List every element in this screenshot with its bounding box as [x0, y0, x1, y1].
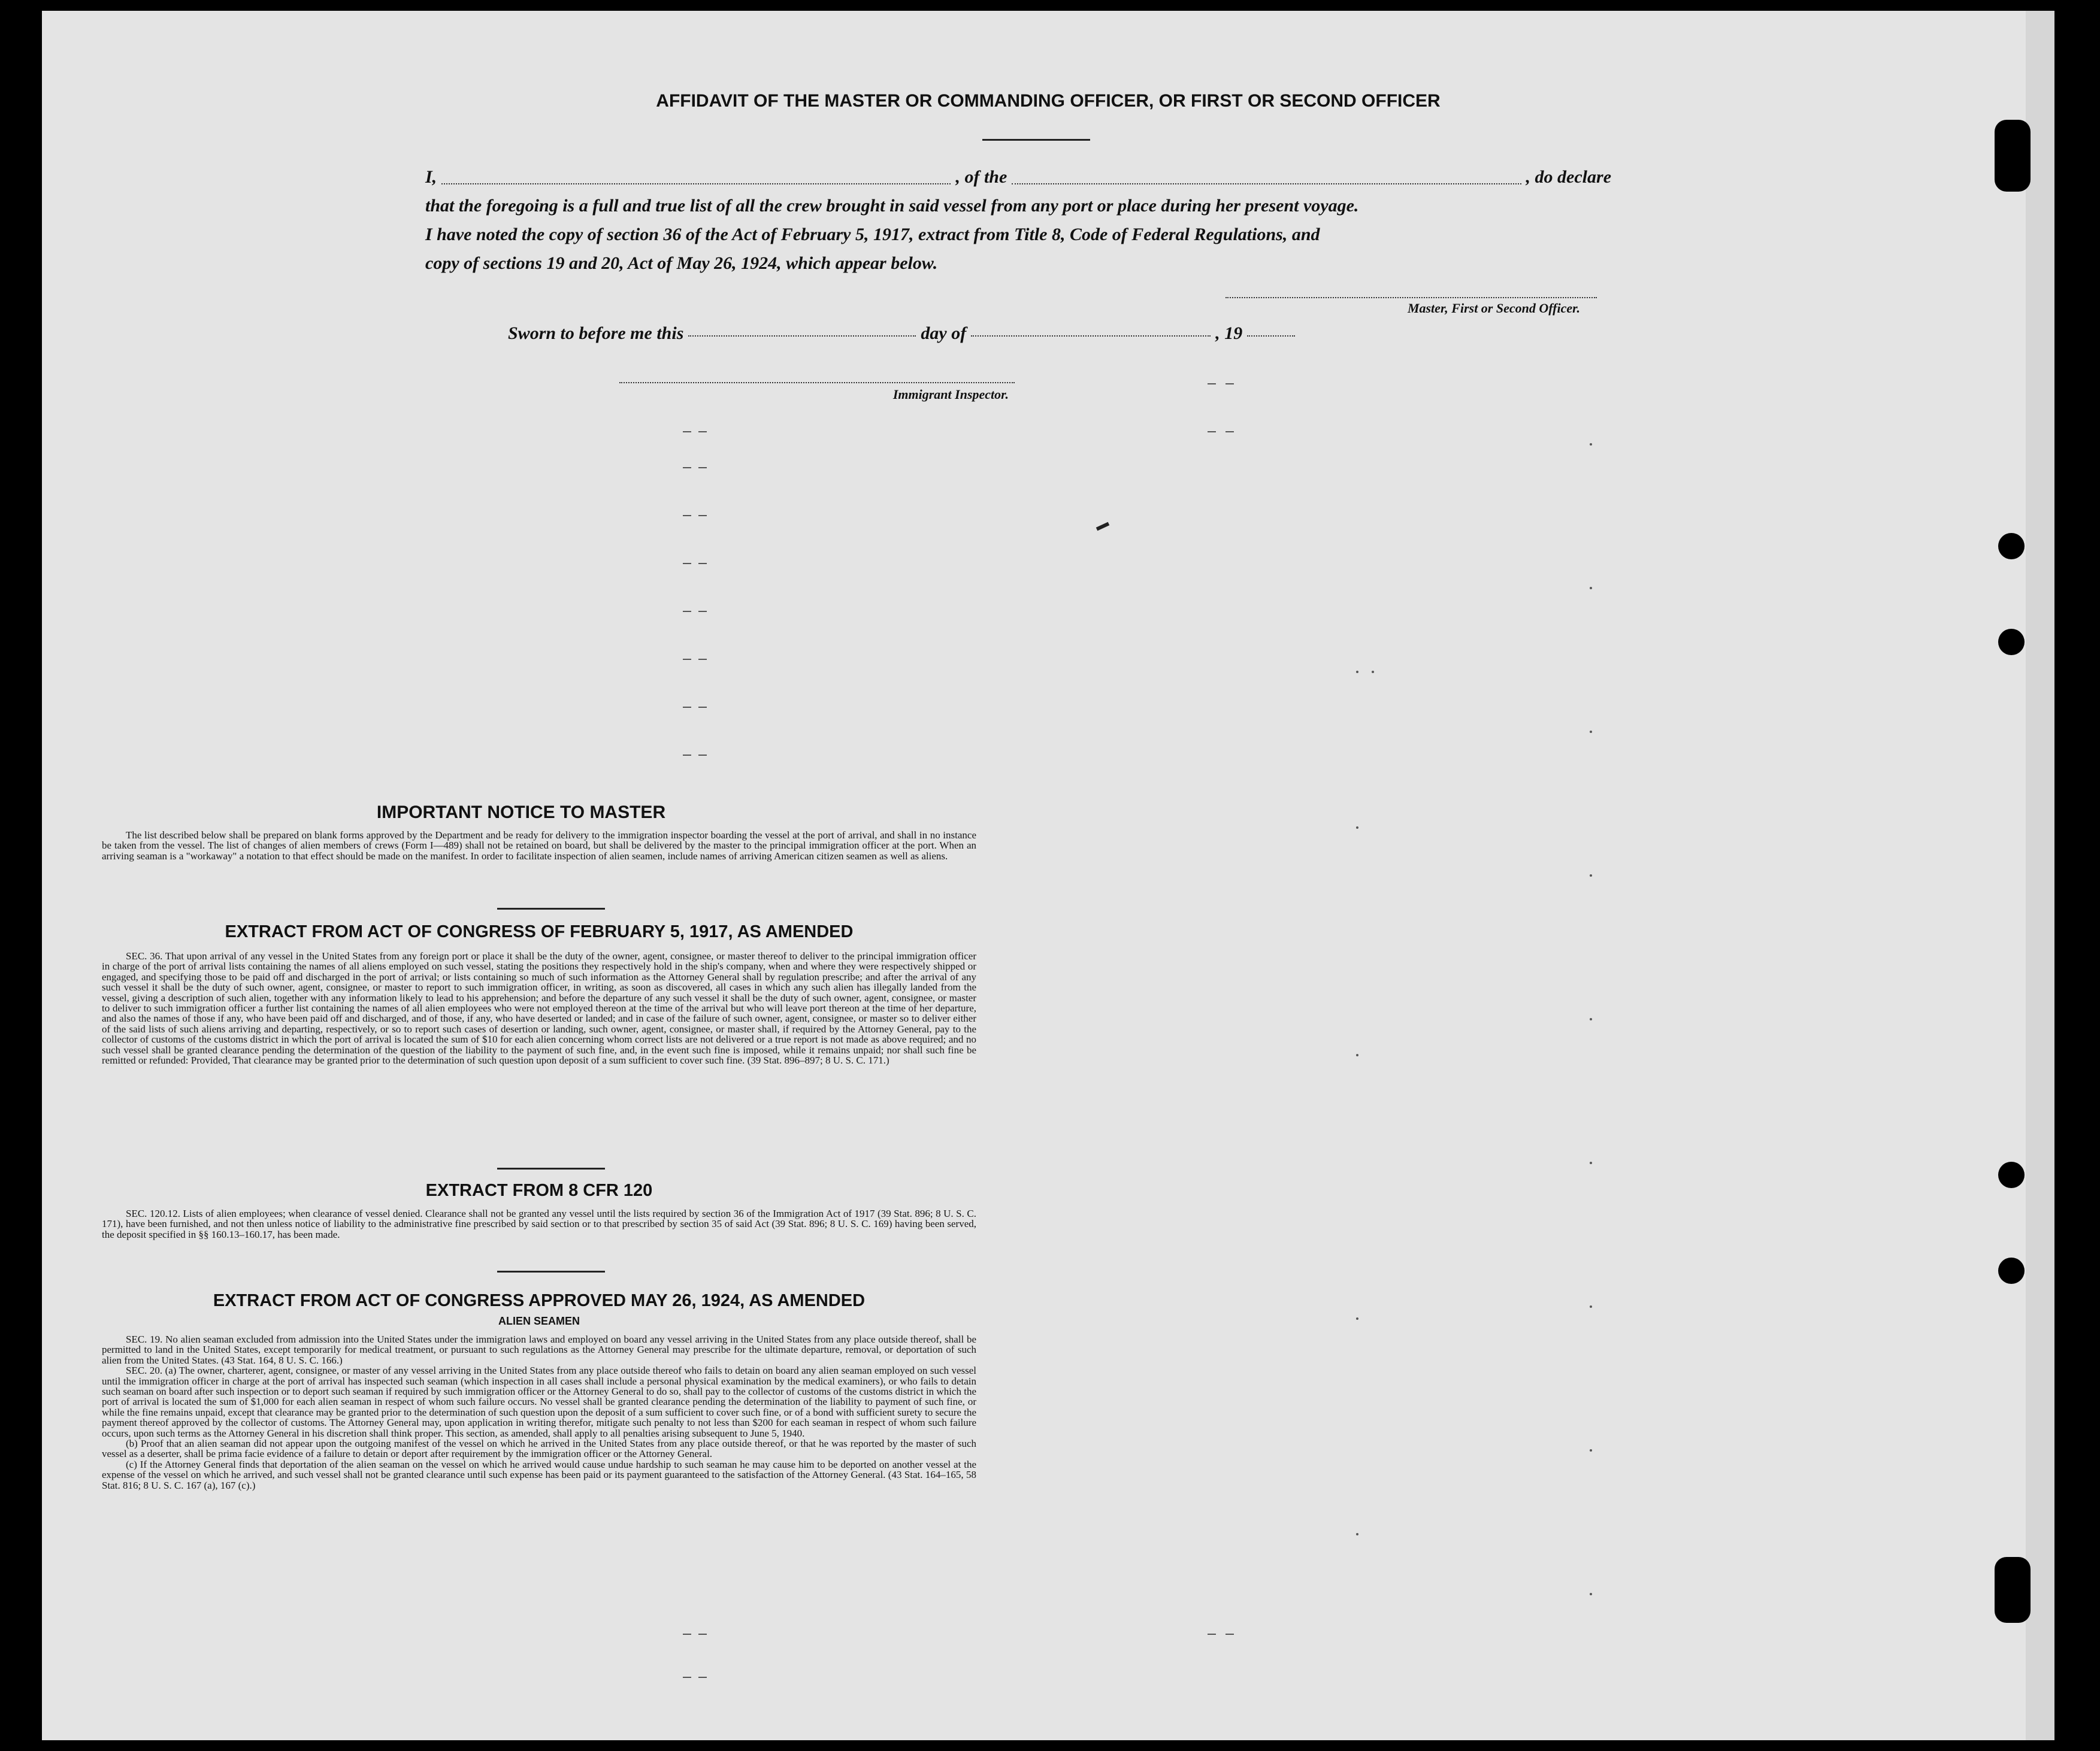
extract-1924-heading: EXTRACT FROM ACT OF CONGRESS APPROVED MAY 26, 1924, AS AMENDED [213, 1291, 866, 1310]
sec-20c-text: (c) If the Attorney General finds that deportation of the alien seaman on the vessel on which he arrived would cause undue hardship to such seaman he may cause him to be deported on another vessel at the expense of the vessel on which he arrived, and such vessel shall not be granted clearance until such expense has been paid or its payment guaranteed to the satisfaction of the Attorney General. (43 Stat. 164–165, 58 Stat. 816; 8 U. S. C. 167 (a), 167 (c).) [102, 1458, 976, 1491]
notice-heading: IMPORTANT NOTICE TO MASTER [376, 802, 666, 822]
bleed-dot [1356, 826, 1358, 829]
punch-hole [1995, 1557, 2031, 1623]
bleed-mark [1208, 1634, 1216, 1635]
bleed-mark [1225, 1634, 1234, 1635]
bleed-mark [1208, 431, 1216, 432]
bleed-mark [1225, 431, 1234, 432]
punch-hole [1998, 533, 2025, 559]
punch-hole [1998, 1162, 2025, 1188]
bleed-mark [683, 1634, 691, 1635]
bleed-dot [1590, 1162, 1592, 1164]
bleed-dot [1356, 671, 1358, 673]
bleed-dot [1590, 874, 1592, 877]
notice-text: The list described below shall be prepared on blank forms approved by the Department and be ready for delivery to the immigration inspector boarding the vessel at the port of arrival, and shall in no instance be taken from the vessel. The list of changes of alien members of crews (Form I—489) shall not be retained on board, but shall be delivered by the master to the principal immigration officer at the port. When an arriving seaman is a "workaway" a notation to that effect should be made on the manifest. In order to facilitate inspection of alien seamen, include names of arriving American citizen seamen as well as aliens. [102, 829, 976, 862]
bleed-dot [1590, 1449, 1592, 1452]
bleed-mark [683, 755, 691, 756]
punch-hole [1995, 120, 2031, 192]
bleed-mark [698, 611, 707, 612]
extract-1917-paragraph [102, 951, 976, 1065]
extract-1924-paragraph [102, 1334, 976, 1491]
extract-cfr-paragraph [102, 1208, 976, 1240]
bleed-mark [698, 1677, 707, 1678]
bleed-dot [1590, 587, 1592, 589]
bleed-dot [1372, 671, 1374, 673]
bleed-dot [1590, 731, 1592, 733]
officer-name-field[interactable] [441, 163, 951, 184]
title-divider [982, 139, 1090, 141]
bleed-dot [1590, 1593, 1592, 1595]
declaration-block [425, 163, 1611, 278]
bleed-mark [698, 1634, 707, 1635]
bleed-mark [698, 755, 707, 756]
bleed-mark [698, 707, 707, 708]
bleed-dot [1356, 1054, 1358, 1056]
bleed-mark [683, 467, 691, 468]
sec-19-text: SEC. 19. No alien seaman excluded from admission into the United States under the immigration laws and employed on board any vessel arriving in the United States from any place outside thereof, shall be permitted to land in the United States, except temporarily for medical treatment, or pursuant to such regulations as the Attorney General may prescribe for the ultimate departure, removal, or deportation of such alien from the United States. (43 Stat. 164, 8 U. S. C. 166.) [102, 1334, 976, 1366]
bleed-mark [1208, 383, 1216, 384]
declaration-line-1 [425, 163, 1611, 192]
bleed-mark [683, 611, 691, 612]
bleed-mark [698, 467, 707, 468]
declaration-line-2: that the foregoing is a full and true list of all the crew brought in said vessel from any port or place during her present voyage. [425, 196, 1359, 216]
declaration-i-label: I, [425, 167, 437, 187]
master-signature-field[interactable] [1225, 297, 1597, 298]
inspector-signature-label: Immigrant Inspector. [892, 387, 1009, 402]
bleed-mark [683, 1677, 691, 1678]
sworn-year-label: , 19 [1215, 323, 1243, 343]
bleed-mark [698, 515, 707, 516]
section-divider [497, 908, 605, 910]
sworn-year-field[interactable] [1247, 323, 1295, 337]
page-edge [2026, 11, 2054, 1740]
bleed-mark [698, 563, 707, 564]
sec-20b-text: (b) Proof that an alien seaman did not appear upon the outgoing manifest of the vessel on which he arrived in the United States from any place outside thereof, or that he was reported by the master of such vessel as a deserter, shall be prima facie evidence of a failure to detain or deport after requirement by the immigration officer or the Attorney General. [102, 1438, 976, 1460]
declaration-do-declare-label: , do declare [1526, 167, 1612, 187]
bleed-mark [698, 659, 707, 660]
master-signature-label: Master, First or Second Officer. [1407, 301, 1580, 316]
sworn-month-field[interactable] [971, 323, 1211, 337]
extract-cfr-heading: EXTRACT FROM 8 CFR 120 [425, 1181, 653, 1200]
bleed-dot [1590, 1305, 1592, 1308]
bleed-dot [1590, 1018, 1592, 1020]
bleed-mark [683, 659, 691, 660]
sworn-line [508, 323, 1346, 344]
punch-hole [1998, 629, 2025, 655]
bleed-mark [1225, 383, 1234, 384]
affidavit-title: AFFIDAVIT OF THE MASTER OR COMMANDING OFFICER, OR FIRST OR SECOND OFFICER [656, 91, 1441, 111]
section-divider [497, 1271, 605, 1273]
bleed-mark [683, 431, 691, 432]
bleed-mark [683, 707, 691, 708]
notice-paragraph [102, 830, 976, 861]
extract-1917-heading: EXTRACT FROM ACT OF CONGRESS OF FEBRUARY 5, 1917, AS AMENDED [225, 922, 854, 941]
declaration-line-4: copy of sections 19 and 20, Act of May 26, 1924, which appear below. [425, 253, 938, 273]
declaration-line-3: I have noted the copy of section 36 of the Act of February 5, 1917, extract from Title 8, Code of Federal Regulations, and [425, 225, 1320, 244]
sec-20a-text: SEC. 20. (a) The owner, charterer, agent, consignee, or master of any vessel arriving in the United States from any place outside thereof who fails to detain on board any alien seaman employed on such vessel until the immigration officer in charge at the port of arrival has inspected such seaman (which inspection in all cases shall include a personal physical examination by the medical examiners), or who fails to detain such seaman on board after such inspection or to deport such seaman if required by such immigration officer or the Attorney General to do so, shall pay to the collector of customs of the customs district in which the port of arrival is located the sum of $1,000 for each alien seaman in respect of whom such failure occurs. No vessel shall be granted clearance pending the determination of the liability to payment of such fine, or while the fine remains unpaid, except that clearance may be granted prior to the determination of such question upon the deposit of a sum sufficient to cover such fine, or of a bond with sufficient surety to secure the payment thereof approved by the collector of customs. The Attorney General may, upon application in writing therefor, mitigate such penalty to not less than $200 for each seaman in respect of whom such failure occurs, upon such terms as the Attorney General in his discretion shall think proper. This section, as amended, shall apply to all penalties arising subsequent to June 5, 1940. [102, 1365, 976, 1439]
extract-cfr-text: SEC. 120.12. Lists of alien employees; when clearance of vessel denied. Clearance shall not be granted any vessel until the lists required by section 36 of the Immigration Act of 1917 (39 Stat. 896; 8 U. S. C. 171), have been furnished, and not then unless notice of liability to the administrative fine prescribed by said section or to that prescribed by section 35 of said Act (39 Stat. 896; 8 U. S. C. 169) having been served, the deposit specified in §§ 160.13–160.17, has been made. [102, 1208, 976, 1240]
bleed-dot [1356, 1317, 1358, 1320]
inspector-signature-field[interactable] [619, 382, 1015, 383]
bleed-mark [698, 431, 707, 432]
extract-1917-text: SEC. 36. That upon arrival of any vessel in the United States from any foreign port or place it shall be the duty of the owner, agent, consignee, or master thereof to deliver to the principal immigration officer in charge of the port of arrival lists containing the names of all aliens employed on such vessel, stating the positions they respectively hold in the ship's company, when and where they were respectively shipped or engaged, and specifying those to be paid off and discharged in the port of arrival; or lists containing so much of such information as the Attorney General shall by regulation prescribe; and after the arrival of any such vessel it shall be the duty of such owner, agent, consignee, or master to report to such immigration officer, in writing, as soon as discovered, all cases in which any such alien has illegally landed from the vessel, giving a description of such alien, together with any information likely to lead to his apprehension; and before the departure of any such vessel it shall be the duty of such owner, agent, consignee, or master to deliver to such immigration officer a further list containing the names of all alien employees who were not employed thereon at the time of the arrival but who will leave port thereon at the time of her departure, and also the names of those if any, who have been paid off and discharged, and of those, if any, who have deserted or landed; and in case of the failure of such owner, agent, consignee, or master so to deliver either of the said lists of such aliens arriving and departing, respectively, or so to report such cases of desertion or landing, such owner, agent, consignee, or master shall, if required by the Attorney General, pay to the collector of customs of the customs district in which the port of arrival is located the sum of $10 for each alien concerning whom correct lists are not delivered or a true report is not made as above required; and no such vessel shall be granted clearance pending the determination of the question of the liability to the payment of such fine, and, in the event such fine is imposed, while it remains unpaid; nor shall such fine be remitted or refunded: Provided, That clearance may be granted prior to the determination of such question upon deposit of a sum sufficient to cover such fine. (39 Stat. 896–897; 8 U. S. C. 171.) [102, 950, 976, 1067]
declaration-of-the-label: , of the [955, 167, 1007, 187]
sworn-day-of-label: day of [921, 323, 967, 343]
sworn-label: Sworn to before me this [508, 323, 684, 343]
sworn-day-field[interactable] [688, 323, 916, 337]
punch-hole [1998, 1258, 2025, 1284]
alien-seamen-subheading: ALIEN SEAMEN [498, 1315, 580, 1327]
bleed-dot [1590, 443, 1592, 446]
section-divider [497, 1168, 605, 1170]
bleed-dot [1356, 1533, 1358, 1535]
bleed-mark [683, 515, 691, 516]
bleed-mark [683, 563, 691, 564]
vessel-name-field[interactable] [1012, 163, 1521, 184]
